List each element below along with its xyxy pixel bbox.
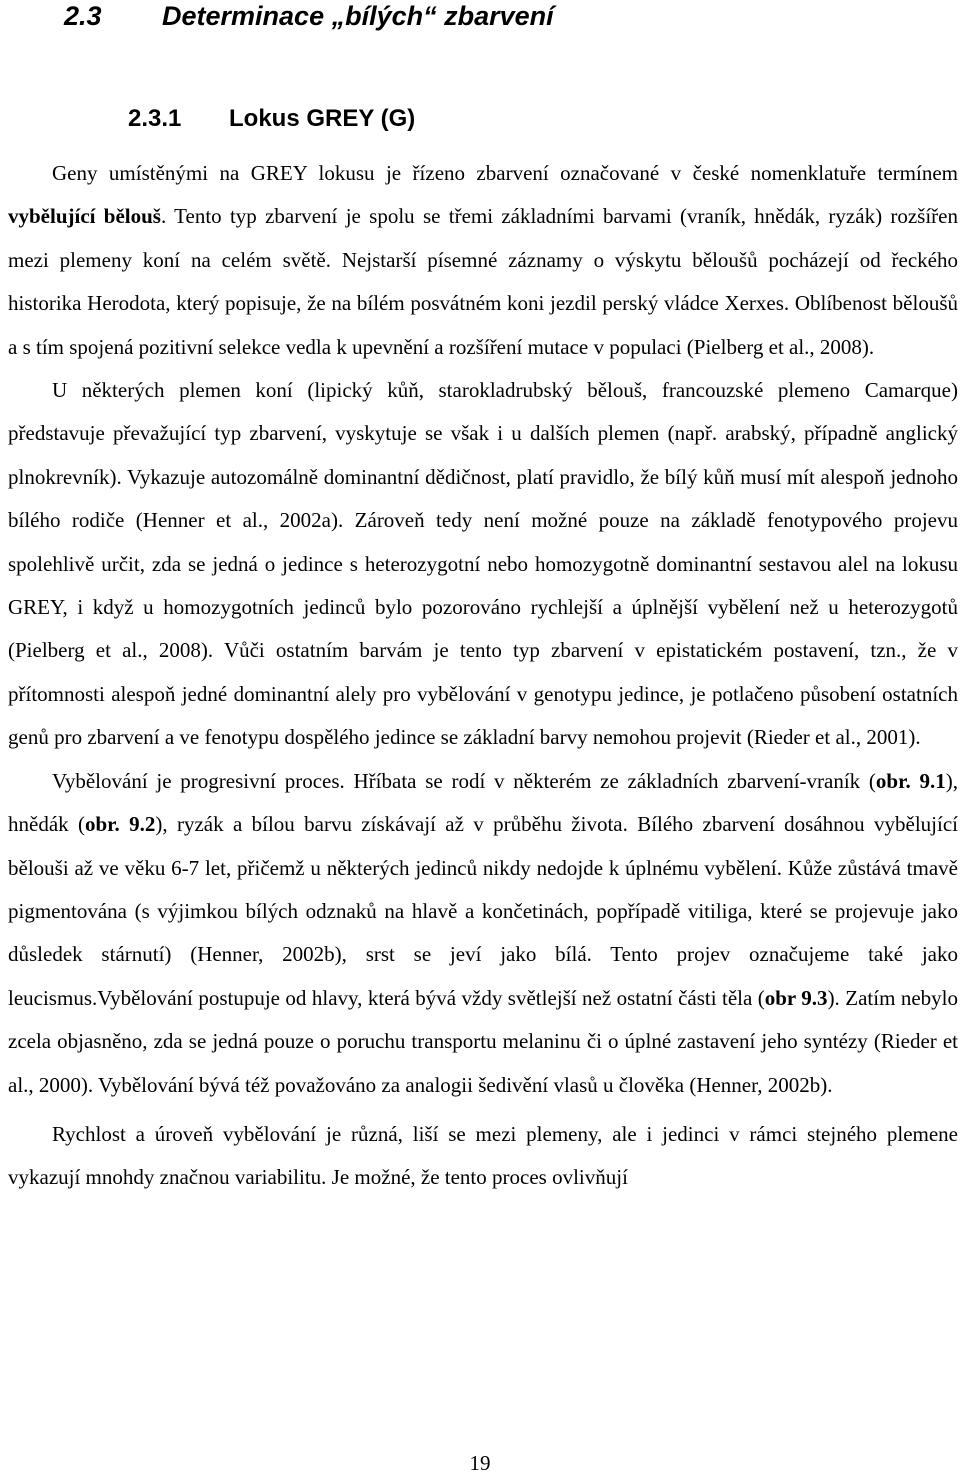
- paragraph-3-text-g: ). Zatím nebylo zcela objasněno, zda se jedná pouze o poruchu transportu melaninu či o úplné zastavení jeho syntézy (Rieder et al., 2000). Vybělování bývá též považováno za analogii šedivění vlasů u člověka (Henner, 2002b).: [8, 985, 958, 1097]
- section-heading: [64, 0, 554, 32]
- paragraph-3: [8, 760, 958, 1107]
- figure-ref-9-1: obr. 9.1: [875, 768, 946, 793]
- subsection-heading: [128, 104, 415, 134]
- page-number: 19: [469, 1451, 491, 1475]
- paragraph-3-text-c: ), hnědák (: [8, 768, 958, 837]
- section-title: Determinace „bílých“ zbarvení: [162, 1, 554, 31]
- body-text: [8, 152, 958, 1200]
- paragraph-1: [8, 152, 958, 369]
- paragraph-4: Rychlost a úroveň vybělování je různá, liší se mezi plemeny, ale i jedinci v rámci stejného plemene vykazují mnohdy značnou variabilitu. Je možné, že tento proces ovlivňují: [8, 1121, 958, 1190]
- paragraph-1-text-a: Geny umístěnými na GREY lokusu je řízeno zbarvení označované v české nomenklatuře termínem: [52, 161, 958, 185]
- paragraph-3-text-e: ), ryzák a bílou barvu získávají až v průběhu života. Bílého zbarvení dosáhnou vybělující bělouši až ve věku 6-7 let, přičemž u některých jedinců nikdy nedojde k úplnému vybělení. Kůže zůstává tmavě pigmentována (s výjimkou bílých odznaků na hlavě a končetinách, popřípadě vitiliga, které se projevuje jako důsledek stárnutí) (Henner, 2002b), srst se jeví jako bílá. Tento projev označujeme také jako leucismus.Vybělování postupuje od hlavy, která bývá vždy světlejší než ostatní části těla (: [8, 812, 958, 1010]
- paragraph-2: U některých plemen koní (lipický kůň, starokladrubský bělouš, francouzské plemeno Camarque) představuje převažující typ zbarvení, vyskytuje se však i u dalších plemen (např. arabský, případně anglický plnokrevník). Vykazuje autozomálně dominantní dědičnost, platí pravidlo, že bílý kůň musí mít alespoň jednoho bílého rodiče (Henner et al., 2002a). Zároveň tedy není možné pouze na základě fenotypového projevu spolehlivě určit, zda se jedná o jedince s heterozygotní nebo homozygotně dominantní sestavou alel na lokusu GREY, i když u homozygotních jedinců bylo pozorováno rychlejší a úplnější vybělení než u heterozygotů (Pielberg et al., 2008). Vůči ostatním barvám je tento typ zbarvení v epistatickém postavení, tzn., že v přítomnosti alespoň jedné dominantní alely pro vybělování v genotypu jedince, je potlačeno působení ostatních genů pro zbarvení a ve fenotypu dospělého jedince se základní barvy nemohou projevit (Rieder et al., 2001).: [8, 378, 958, 750]
- figure-ref-9-2: obr. 9.2: [84, 812, 156, 837]
- subsection-title: Lokus GREY (G): [229, 105, 416, 132]
- subsection-number: 2.3.1: [128, 105, 182, 132]
- section-number: 2.3: [64, 1, 102, 31]
- paragraph-3-text-a: Vybělování je progresivní proces. Hříbata se rodí v některém ze základních zbarvení-vraník (: [52, 768, 876, 793]
- term-vybelujici-belous: vybělující bělouš: [8, 204, 161, 229]
- paragraph-1-text-c: . Tento typ zbarvení je spolu se třemi základními barvami (vraník, hnědák, ryzák) rozšířen mezi plemeny koní na celém světě. Nejstarší písemné záznamy o výskytu bělоušů pocházejí od řeckého historika Herodota, který popisuje, že na bílém posvátném koni jezdil perský vládce Xerxes. Oblíbenost bělоušů a s tím spojená pozitivní selekce vedla k upevnění a rozšíření mutace v populaci (Pielberg et al., 2008).: [8, 204, 958, 359]
- figure-ref-9-3: obr 9.3: [764, 985, 828, 1010]
